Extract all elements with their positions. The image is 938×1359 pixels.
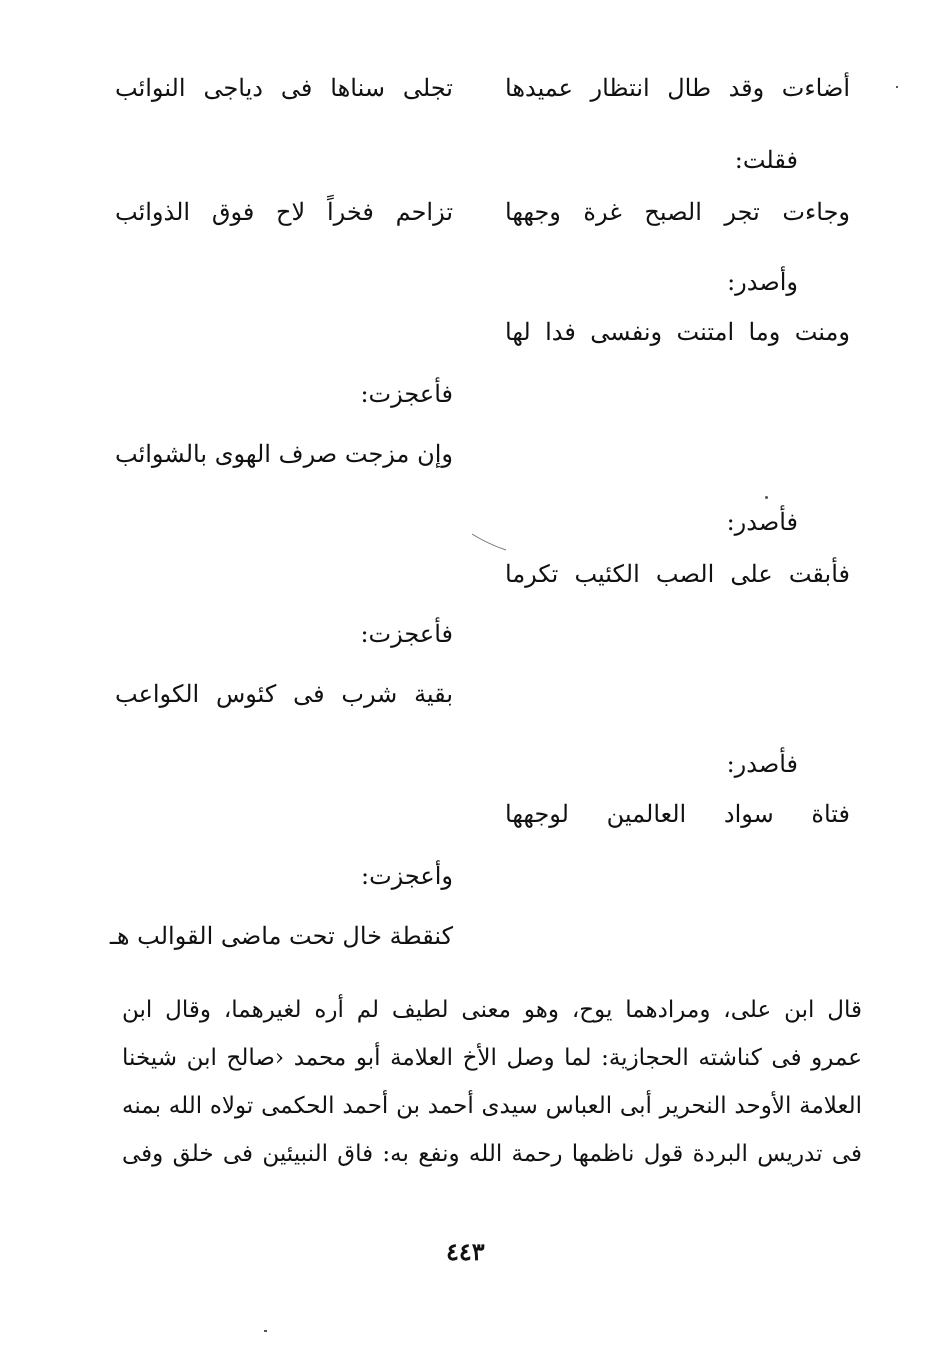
verse-2-ajuz: تزاحم فخراً لاح فوق الذوائب (115, 198, 453, 226)
label-faqultu: فقلت: (734, 146, 798, 174)
prose-line-1: قال ابن على، ومرادهما يوح، وهو معنى لطيف لم أره لغيرهما، وقال ابن (122, 997, 862, 1023)
prose-line-4: فى تدريس البردة قول ناظمها رحمة الله ونفع به: فاق النبيئين فى خلق وفى (122, 1141, 862, 1167)
verse-1-sadr: أضاءت وقد طال انتظار عميدها (505, 74, 850, 102)
page-number: ٤٤٣ (446, 1237, 485, 1266)
label-fa-ajazat-2: فأعجزت: (360, 620, 453, 648)
label-fa-asdar-2: فأصدر: (726, 750, 798, 778)
verse-5-ajuz: كنقطة خال تحت ماضى القوالب هـ (109, 922, 453, 950)
verse-5-sadr: فتاة سواد العالمين لوجهها (505, 800, 850, 828)
verse-4-sadr: فأبقت على الصب الكئيب تكرما (505, 560, 850, 588)
scan-dot-margin (896, 86, 898, 88)
prose-line-2: عمرو فى كناشته الحجازية: لما وصل الأخ العلامة أبو محمد ‹صالح ابن شيخنا (122, 1045, 862, 1071)
scan-dot (765, 496, 768, 499)
prose-line-3: العلامة الأوحد النحرير أبى العباس سيدى أحمد بن أحمد الحكمى تولاه الله بمنه (122, 1093, 862, 1119)
scan-mark (470, 530, 510, 554)
label-wa-ajazat: وأعجزت: (361, 862, 453, 890)
label-wa-asdar: وأصدر: (727, 268, 798, 296)
verse-1-ajuz: تجلى سناها فى دياجى النوائب (115, 74, 453, 102)
verse-3-sadr: ومنت وما امتنت ونفسى فدا لها (505, 318, 850, 346)
scan-dot-bottom (264, 1330, 267, 1332)
verse-4-ajuz: بقية شرب فى كئوس الكواعب (115, 680, 453, 708)
label-fa-ajazat-1: فأعجزت: (360, 380, 453, 408)
verse-2-sadr: وجاءت تجر الصبح غرة وجهها (505, 198, 850, 226)
label-fa-asdar-1: فأصدر: (726, 508, 798, 536)
verse-3-ajuz: وإن مزجت صرف الهوى بالشوائب (115, 440, 453, 468)
